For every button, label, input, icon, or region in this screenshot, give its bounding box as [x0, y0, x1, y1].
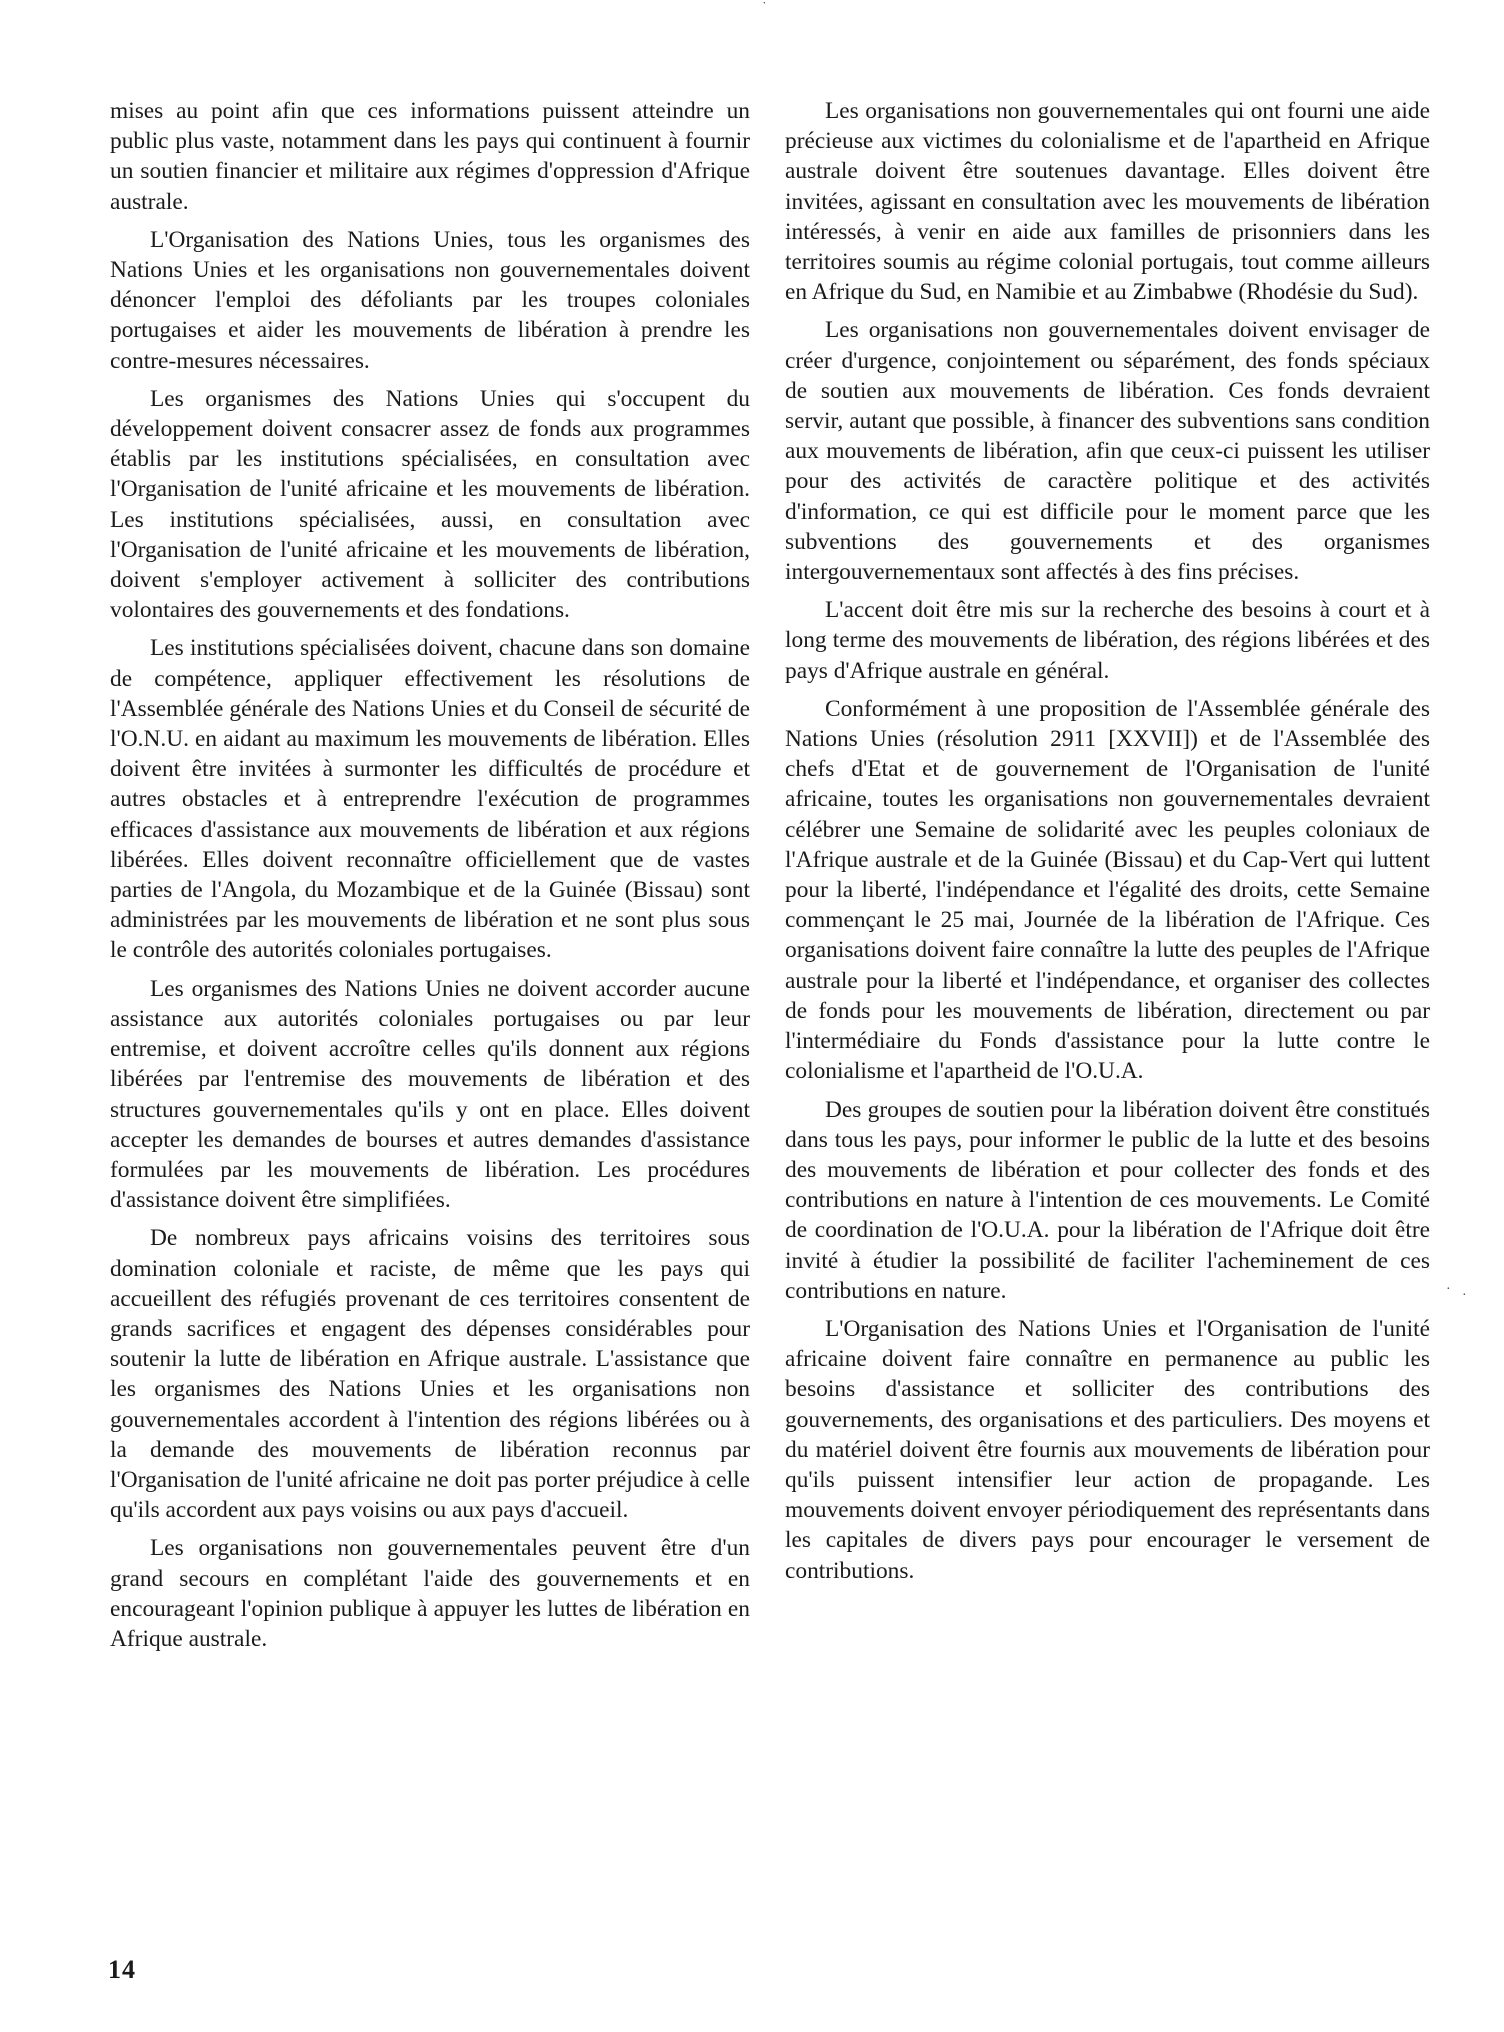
scan-speck: · — [1462, 1288, 1467, 1303]
right-paragraph-2: Les organisations non gouvernementales doivent envisager de créer d'urgence, conjointement ou séparément, des fonds spéciaux de soutien aux mouvements de libération. Ces fonds devraient servir, autant que possible, à financer des subventions sans condition aux mouvements de libération, afin que ceux-ci puissent les utiliser pour des activités de caractère politique et des activités d'information, ce qui est difficile pour le moment parce que les subventions des gouvernements et des organismes intergouvernementaux sont affectés à des fins précises. — [785, 317, 1430, 586]
left-paragraph-2: L'Organisation des Nations Unies, tous les organismes des Nations Unies et les organisations non gouvernementales doivent dénoncer l'emploi des défoliants par les troupes coloniales portugaises et aider les mouvements de libération à prendre les contre-mesures nécessaires. — [110, 226, 750, 374]
left-paragraph-5: Les organismes des Nations Unies ne doivent accorder aucune assistance aux autorités coloniales portugaises ou par leur entremise, et doivent accroître celles qu'ils donnent aux régions libérées par l'entremise des mouvements de libération et des structures gouvernementales qu'ils y ont en place. Elles doivent accepter les demandes de bourses et autres demandes d'assistance formulées par les mouvements de libération. Les procédures d'assistance doivent être simplifiées. — [110, 975, 750, 1214]
left-paragraph-7: Les organisations non gouvernementales peuvent être d'un grand secours en complétant l'aide des gouvernements et en encourageant l'opinion publique à appuyer les luttes de libération en Afrique australe. — [110, 1535, 750, 1652]
left-column — [110, 96, 750, 1662]
scan-speck: ˙ — [762, 0, 767, 15]
right-paragraph-3: L'accent doit être mis sur la recherche des besoins à court et à long terme des mouvements de libération, des régions libérées et des pays d'Afrique australe en général. — [785, 597, 1430, 684]
page-number: 14 — [108, 1955, 136, 1984]
right-paragraph-5: Des groupes de soutien pour la libération doivent être constitués dans tous les pays, pour informer le public de la lutte et des besoins des mouvements de libération et pour collecter des fonds et des contributions en nature à l'intention de ces mouvements. Le Comité de coordination de l'O.U.A. pour la libération de l'Afrique doit être invité à étudier la possibilité de faciliter l'acheminement de ces contributions en nature. — [785, 1096, 1430, 1304]
right-paragraph-4: Conformément à une proposition de l'Assemblée générale des Nations Unies (résolution 2911 [XXVII]) et de l'Assemblée des chefs d'Etat et de gouvernement de l'Organisation de l'unité africaine, toutes les organisations non gouvernementales devraient célébrer une Semaine de solidarité avec les peuples coloniaux de l'Afrique australe et de la Guinée (Bissau) et du Cap-Vert qui luttent pour la liberté, l'indépendance et l'égalité des droits, cette Semaine commençant le 25 mai, Journée de la libération de l'Afrique. Ces organisations doivent faire connaître la lutte des peuples de l'Afrique australe pour la liberté et l'indépendance, et organiser des collectes de fonds pour les mouvements de libération, directement ou par l'intermédiaire du Fonds d'assistance pour la lutte contre le colonialisme et l'apartheid de l'O.U.A. — [785, 695, 1430, 1085]
right-paragraph-1: Les organisations non gouvernementales qui ont fourni une aide précieuse aux victimes du colonialisme et de l'apartheid en Afrique australe doivent être soutenues davantage. Elles doivent être invitées, agissant en consultation avec les mouvements de libération intéressés, à venir en aide aux familles de prisonniers dans les territoires soumis au régime colonial portugais, tout comme ailleurs en Afrique du Sud, en Namibie et au Zimbabwe (Rhodésie du Sud). — [785, 98, 1430, 306]
left-paragraph-1: mises au point afin que ces informations puissent atteindre un public plus vaste, notamment dans les pays qui continuent à fournir un soutien financier et militaire aux régimes d'oppression d'Afrique australe. — [110, 98, 750, 215]
left-paragraph-3: Les organismes des Nations Unies qui s'occupent du développement doivent consacrer assez de fonds aux programmes établis par les institutions spécialisées, en consultation avec l'Organisation de l'unité africaine et les mouvements de libération. Les institutions spécialisées, aussi, en consultation avec l'Organisation de l'unité africaine et les mouvements de libération, doivent s'employer activement à solliciter des contributions volontaires des gouvernements et des fondations. — [110, 385, 750, 624]
left-paragraph-6: De nombreux pays africains voisins des territoires sous domination coloniale et raciste, de même que les pays qui accueillent des réfugiés provenant de ces territoires consentent de grands sacrifices et engagent des dépenses considérables pour soutenir la lutte de libération en Afrique australe. L'assistance que les organismes des Nations Unies et les organisations non gouvernementales accordent à l'intention des régions libérées ou à la demande des mouvements de libération reconnus par l'Organisation de l'unité africaine ne doit pas porter préjudice à celle qu'ils accordent aux pays voisins ou aux pays d'accueil. — [110, 1225, 750, 1524]
right-paragraph-6: L'Organisation des Nations Unies et l'Organisation de l'unité africaine doivent faire connaître en permanence au public les besoins d'assistance et solliciter des contributions des gouvernements, des organisations et des particuliers. Des moyens et du matériel doivent être fournis aux mouvements de libération pour qu'ils puissent intensifier leur action de propagande. Les mouvements doivent envoyer périodiquement des représentants dans les capitales de divers pays pour encourager le versement de contributions. — [785, 1315, 1430, 1584]
left-paragraph-4: Les institutions spécialisées doivent, chacune dans son domaine de compétence, appliquer effectivement les résolutions de l'Assemblée générale des Nations Unies et du Conseil de sécurité de l'O.N.U. en aidant au maximum les mouvements de libération. Elles doivent être invitées à surmonter les difficultés de procédure et autres obstacles et à entreprendre l'exécution de programmes efficaces d'assistance aux mouvements de libération et aux régions libérées. Elles doivent reconnaître officiellement que de vastes parties de l'Angola, du Mozambique et de la Guinée (Bissau) sont administrées par les mouvements de libération et ne sont plus sous le contrôle des autorités coloniales portugaises. — [110, 635, 750, 964]
scan-speck: · — [1446, 1282, 1451, 1297]
right-column — [785, 96, 1430, 1594]
